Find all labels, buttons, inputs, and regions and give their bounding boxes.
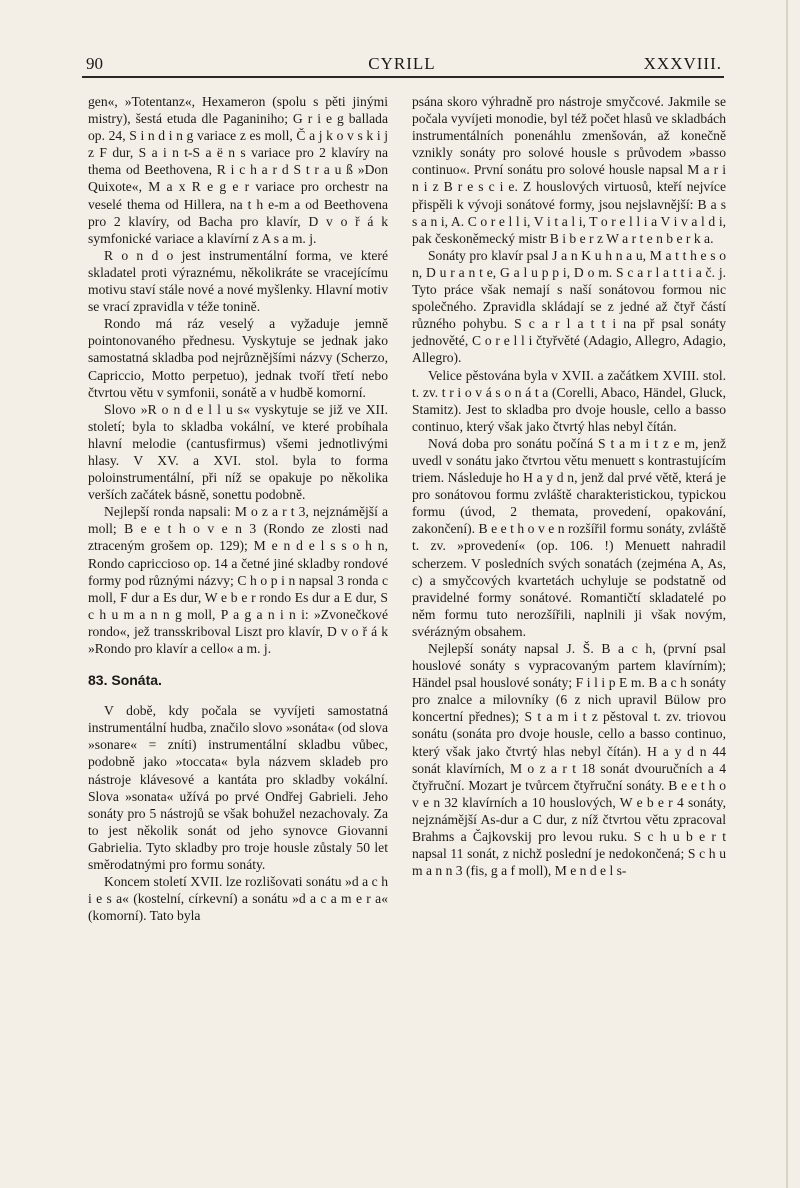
section-paragraph: Koncem století XVII. lze rozlišovati sonátu »d a c h i e s a« (kostelní, církevní) a sonátu »d a c a m e r a« (komorní). Tato byla xyxy=(88,874,388,924)
left-paragraph: gen«, »Totentanz«, Hexameron (spolu s pěti jinými mistry), šestá etuda dle Paganiniho; G r i e g ballada op. 24, S i n d i n g variace z es moll, Č a j k o v s k i j z F dur, S a i n t-S a ë n s variace pro 2 klavíry na thema od Beethovena, R i c h a r d S t r a u ß »Don Quixote«, M a x R e g e r variace pro orchestr na veselé thema od Hillera, na t h e-m a od Beethovena pro 2 klavíry, od Bacha pro klavír, D v o ř á k symfonické variace a klavírní z A s a m. j. xyxy=(88,94,388,246)
section-heading: 83. Sonáta. xyxy=(88,672,162,689)
section-paragraph: V době, kdy počala se vyvíjeti samostatná instrumentální hudba, značilo slovo »sonáta« (od slova »sonare« = zníti) instrumentální skladbu vůbec, podobně jako »toccata« byla názvem skladeb pro nástroje klávesové a kantáta pro skladby vokální. Slova »sonata« užívá po prvé Ondřej Gabrieli. Jeho sonáty pro 5 nástrojů se však bohužel nezachovaly. Za to jest několik sonát od jeho synovce Giovanni Gabrielia. Tyto skladby pro troje housle zůstaly 50 let směrodatnými pro formu sonáty. xyxy=(88,703,388,873)
right-column xyxy=(412,93,726,879)
right-paragraph: psána skoro výhradně pro nástroje smyčcové. Jakmile se počala vyvíjeti monodie, byl též počet hlasů ve skladbách instrumentálních ponenáhlu zmenšován, až konečně vznikly sonáty pro solové housle s průvodem »basso continuo«. První sonátu pro solové housle napsal M a r i n i z B r e s c i e. Z houslových virtuosů, kteří nejvíce přispěli k vývoji sonátové formy, jsou nejslavnější: B a s s a n i, A. C o r e l l i, V i t a l i, T o r e l l i a V i v a l d i, pak českoněmecký mistr B i b e r z W a r t e n b e r k a. xyxy=(412,94,726,246)
running-title: CYRILL xyxy=(368,54,436,73)
volume-number: XXXVIII. xyxy=(643,54,722,73)
left-paragraph: Nejlepší ronda napsali: M o z a r t 3, nejznámější a moll; B e e t h o v e n 3 (Rondo ze zlosti nad ztraceným grošem op. 129); M e n d e l s s o h n, Rondo capriccioso op. 14 a četné jiné skladby rondové formy pod různými názvy; C h o p i n napsal 3 ronda c moll, F dur a Es dur, W e b e r rondo Es dur a E dur, S c h u m a n n g moll, P a g a n i n i: »Zvonečkové rondo«, jež transskriboval Liszt pro klavír, D v o ř á k »Rondo pro klavír a cello« a m. j. xyxy=(88,504,388,656)
right-paragraph: Velice pěstována byla v XVII. a začátkem XVIII. stol. t. zv. t r i o v á s o n á t a (Corelli, Abaco, Händel, Gluck, Stamitz). Jest to skladba pro dvoje housle, cello a basso continuo, který však jako čtvrtý hlas nebyl čítán. xyxy=(412,367,726,434)
left-paragraph: Slovo »R o n d e l l u s« vyskytuje se již ve XII. století; byla to skladba vokální, ve které probíhala hlavní melodie (cantusfirmus) všemi jednotlivými hlasy. V XV. a XVI. stol. byla to forma poloinstrumentální, při níž se opakuje po několika verších začátek básně, sonettu podobně. xyxy=(88,401,388,503)
right-paragraph: Nejlepší sonáty napsal J. Š. B a c h, (první psal houslové sonáty s vypracovaným partem klavírním); Händel psal houslové sonáty; F i l i p E m. B a c h sonáty pro znalce a milovníky (6 z nich upravil Bülow pro koncertní přednes); S t a m i t z pěstoval t. zv. triovou sonátu (sonáta pro dvoje housle, cello a basso continuo, který však jako čtvrtý hlas nebyl čítán). H a y d n 44 sonát klavírních, M o z a r t 18 sonát dvouručních a 4 čtyřruční. Mozart je tvůrcem čtyřruční sonáty. B e e t h o v e n 32 klavírních a 10 houslových, W e b e r 4 sonáty, nejznámější As-dur a C dur, z níž čtvrtou větu zpracoval Brahms a Čajkovskij pro levou ruku. S c h u b e r t napsal 11 sonát, z nichž poslední je nedokončená; S c h u m a n n 3 (fis, g a f moll), M e n d e l s- xyxy=(412,641,726,879)
page-spine-shadow xyxy=(786,0,788,1188)
left-paragraph: R o n d o jest instrumentální forma, ve které skladatel proti výraznému, několikráte se vracejícímu motivu staví stále nové a nové myšlenky. Hlavní motiv se vrací zpravidla v téže tonině. xyxy=(88,247,388,315)
left-column xyxy=(88,93,388,924)
right-paragraph: Sonáty pro klavír psal J a n K u h n a u, M a t t h e s o n, D u r a n t e, G a l u p p i, D o m. S c a r l a t t i a č. j. Tyto práce však nemají s naší sonátovou formou nic společného. Zpravidla skládají se z jedné až čtyř částí různého pohybu. S c a r l a t t i na př psal sonáty jednověté, C o r e l l i čtyřvěté (Adagio, Allegro, Adagio, Allegro). xyxy=(412,247,726,366)
header-rule xyxy=(82,76,724,78)
running-header xyxy=(82,52,722,78)
page-number: 90 xyxy=(86,54,103,73)
right-paragraph: Nová doba pro sonátu počíná S t a m i t z e m, jenž uvedl v sonátu jako čtvrtou větu menuett s kontrastujícím triem. Následuje ho H a y d n, jenž dal prvé větě, která je pro sonátovou formu zvláště charakteristickou, typickou formu (úvod, 2 themata, provedení, opakování, zakončení). B e e t h o v e n rozšířil formu sonáty, zvláště t. zv. »provedení« (op. 106. !) Menuett nahradil scherzem. V posledních svých sonatách (zejména A, As, c) a smyčcových kvartetách uchyluje se podstatně od pravidelné formy sonátové. Romantičtí skladatelé po něm formu tuto nerozšířili, naplnili ji však novým, svérázným obsahem. xyxy=(412,435,726,639)
left-paragraph: Rondo má ráz veselý a vyžaduje jemně pointonovaného přednesu. Vyskytuje se jednak jako samostatná skladba pod nejrůznějšími názvy (Scherzo, Capriccio, Motto perpetuo), jednak tvoří třetí nebo čtvrtou větu v symfonii, sonátě a v hudbě komorní. xyxy=(88,316,388,400)
